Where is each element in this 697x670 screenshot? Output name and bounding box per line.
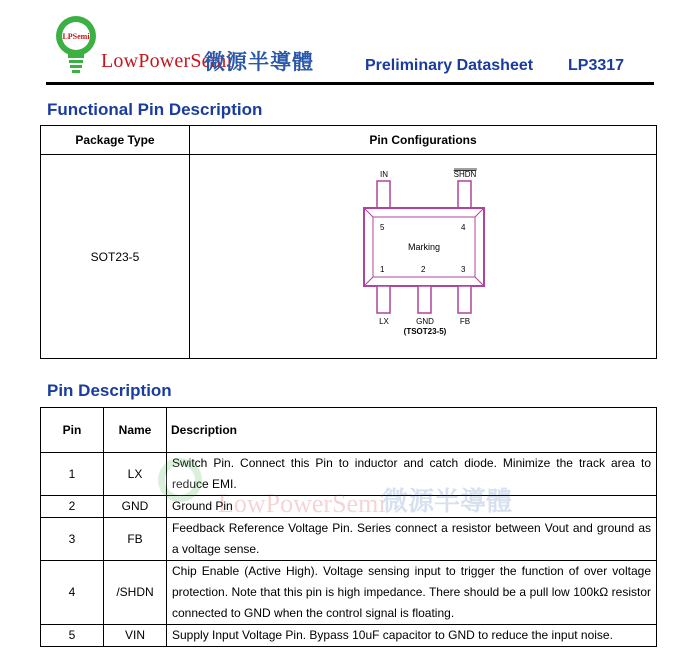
pin-name-cell: /SHDN bbox=[104, 561, 167, 625]
pin-number-1: 1 bbox=[380, 265, 385, 274]
pin-2-lead bbox=[418, 286, 431, 313]
pin-number-cell: 2 bbox=[41, 496, 104, 518]
description-header: Description bbox=[167, 408, 657, 453]
pin-number-4: 4 bbox=[461, 223, 466, 232]
pin-3-lead bbox=[458, 286, 471, 313]
package-type-header: Package Type bbox=[41, 126, 190, 155]
pin-config-header: Pin Configurations bbox=[190, 126, 657, 155]
sot23-pin-diagram bbox=[190, 155, 656, 358]
pin-label-in: IN bbox=[380, 170, 388, 179]
brand-name-chinese: 微源半導體 bbox=[204, 50, 314, 74]
pin-1-lead bbox=[377, 286, 390, 313]
pin-description-table bbox=[40, 407, 657, 647]
pin-label-fb: FB bbox=[459, 317, 471, 326]
pin-header: Pin bbox=[41, 408, 104, 453]
pin-description-cell: Ground Pin bbox=[167, 496, 657, 518]
pin-name-cell: LX bbox=[104, 453, 167, 496]
pin-number-cell: 4 bbox=[41, 561, 104, 625]
pin-description-cell: Supply Input Voltage Pin. Bypass 10uF capacitor to GND to reduce the input noise. bbox=[167, 625, 657, 647]
package-table bbox=[40, 125, 657, 359]
pin-label-gnd: GND bbox=[416, 317, 434, 326]
pin-4-lead bbox=[458, 181, 471, 208]
document-title: Preliminary Datasheet bbox=[365, 57, 534, 74]
pin-number-2: 2 bbox=[421, 265, 426, 274]
pin-description-cell: Chip Enable (Active High). Voltage sensing input to trigger the function of over voltage protection. Note that this pin is high impedance. There should be a pull low 100kΩ resistor connected to GND when the control signal is floating. bbox=[167, 561, 657, 625]
pin-label-lx: LX bbox=[379, 317, 389, 326]
pin-name-cell: FB bbox=[104, 518, 167, 561]
package-name-cell: SOT23-5 bbox=[41, 155, 190, 359]
pin-config-cell bbox=[190, 155, 657, 359]
pin-description-cell: Feedback Reference Voltage Pin. Series connect a resistor between Vout and ground as a voltage sense. bbox=[167, 518, 657, 561]
functional-pin-title: Functional Pin Description bbox=[47, 100, 263, 119]
pin-number-cell: 3 bbox=[41, 518, 104, 561]
pin-description-cell: Switch Pin. Connect this Pin to inductor and catch diode. Minimize the track area to reduce EMI. bbox=[167, 453, 657, 496]
pin-number-5: 5 bbox=[380, 223, 385, 232]
part-number: LP3317 bbox=[568, 57, 625, 74]
header-divider bbox=[46, 82, 654, 85]
logo-bulb-icon bbox=[54, 14, 98, 78]
watermark-brand-chinese: 微源半導體 bbox=[382, 487, 513, 517]
name-header: Name bbox=[104, 408, 167, 453]
watermark-brand: LowPowerSemi bbox=[218, 489, 386, 518]
pin-name-cell: GND bbox=[104, 496, 167, 518]
table-row bbox=[41, 625, 657, 647]
pin-label-shdn: SHDN bbox=[453, 170, 477, 179]
pin-number-cell: 5 bbox=[41, 625, 104, 647]
table-row bbox=[41, 518, 657, 561]
pin-name-cell: VIN bbox=[104, 625, 167, 647]
brand-name: LowPowerSemi bbox=[101, 50, 233, 72]
table-row bbox=[41, 453, 657, 496]
logo-badge-text: LPSemi bbox=[62, 32, 90, 41]
package-caption: (TSOT23-5) bbox=[403, 327, 447, 336]
table-row bbox=[41, 496, 657, 518]
pin-number-3: 3 bbox=[461, 265, 466, 274]
pin-description-title: Pin Description bbox=[47, 381, 172, 400]
table-row bbox=[41, 561, 657, 625]
pin-5-lead bbox=[377, 181, 390, 208]
marking-label: Marking bbox=[407, 242, 441, 252]
pin-number-cell: 1 bbox=[41, 453, 104, 496]
